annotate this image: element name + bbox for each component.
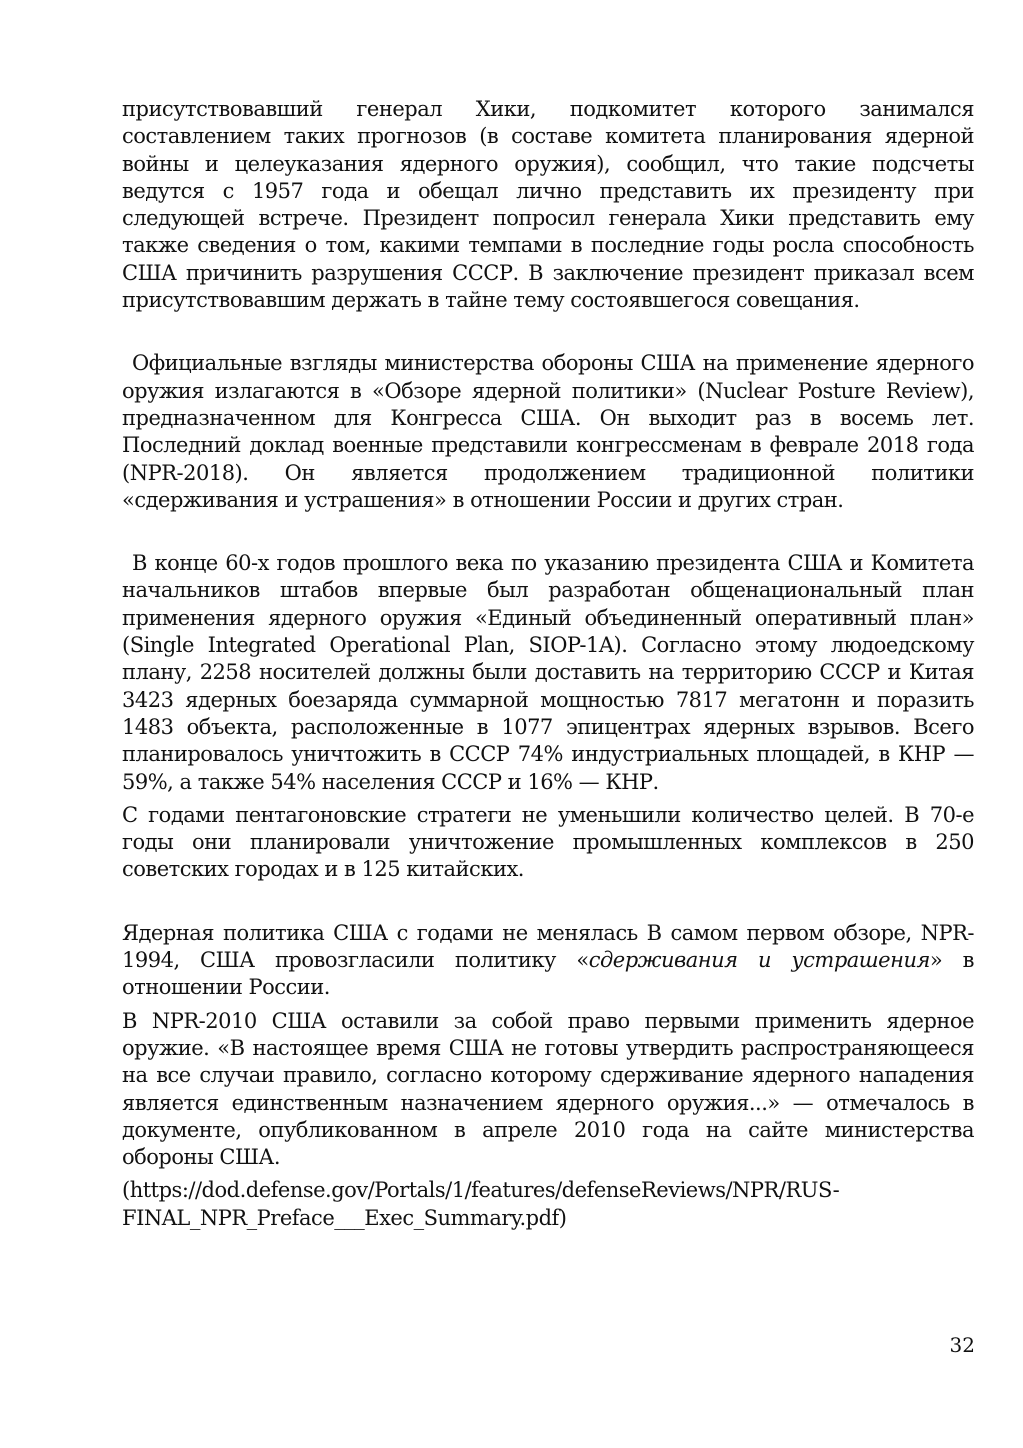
paragraph-npr-1994 — [122, 920, 974, 1002]
source-url — [122, 1177, 974, 1232]
npr-1994-text-before: Ядерная политика США с годами не менялась В самом первом обзоре, NPR-1994, США провозгласили политику « — [122, 920, 974, 973]
document-page — [122, 96, 974, 1232]
npr-1994-italic-phrase: сдерживания и устрашения — [588, 948, 930, 973]
source-url-line-2: FINAL_NPR_Preface___Exec_Summary.pdf) — [122, 1205, 567, 1230]
paragraph-npr-overview: Официальные взгляды министерства обороны США на применение ядерного оружия излагаются в «Обзоре ядерной политики» (Nuclear Posture Review), предназначенном для Конгресса США. Он выходит раз в восемь лет. Последний доклад военные представили конгрессменам в феврале 2018 года (NPR-2018). Он является продолжением традиционной политики «сдерживания и устрашения» в отношении России и других стран. — [122, 351, 974, 512]
paragraph-npr-2010: В NPR-2010 США оставили за собой право первыми применить ядерное оружие. «В настоящее время США не готовы утвердить распространяющееся на все случаи правило, согласно которому сдерживание ядерного нападения является единственным назначением ядерного оружия...» — отмечалось в документе, опубликованном в апреле 2010 года на сайте министерства обороны США. — [122, 1008, 974, 1170]
page-number: 32 — [949, 1333, 975, 1357]
npr-1994-text-after: » в отношении России. — [122, 948, 974, 1000]
source-url-line-1: (https://dod.defense.gov/Portals/1/features/defenseReviews/NPR/RUS- — [122, 1178, 840, 1203]
paragraph-pentagon-targets: С годами пентагоновские стратеги не уменьшили количество целей. В 70-е годы они планировали уничтожение промышленных комплексов в 250 советских городах и в 125 китайских. — [122, 802, 974, 882]
paragraph-hickey-meeting: присутствовавший генерал Хики, подкомитет которого занимался составлением таких прогнозов (в составе комитета планирования ядерной войны и целеуказания ядерного оружия), сообщил, что такие подсчеты ведутся с 1957 года и обещал лично представить их президенту при следующей встрече. Президент попросил генерала Хики представить ему также сведения о том, какими темпами в последние годы росла способность США причинить разрушения СССР. В заключение президент приказал всем присутствовавшим держать в тайне тему состоявшегося совещания. — [122, 97, 974, 313]
paragraph-siop-plan: В конце 60-х годов прошлого века по указанию президента США и Комитета начальников штабов впервые был разработан общенациональный план применения ядерного оружия «Единый объединенный оперативный план» (Single Integrated Operational Plan, SIOP-1A). Согласно этому людоедскому плану, 2258 носителей должны были доставить на территорию СССР и Китая 3423 ядерных боезаряда суммарной мощностью 7817 мегатонн и поразить 1483 объекта, расположенные в 1077 эпицентрах ядерных взрывов. Всего планировалось уничтожить в СССР 74% индустриальных площадей, в КНР — 59%, а также 54% населения СССР и 16% — КНР. — [122, 551, 974, 794]
